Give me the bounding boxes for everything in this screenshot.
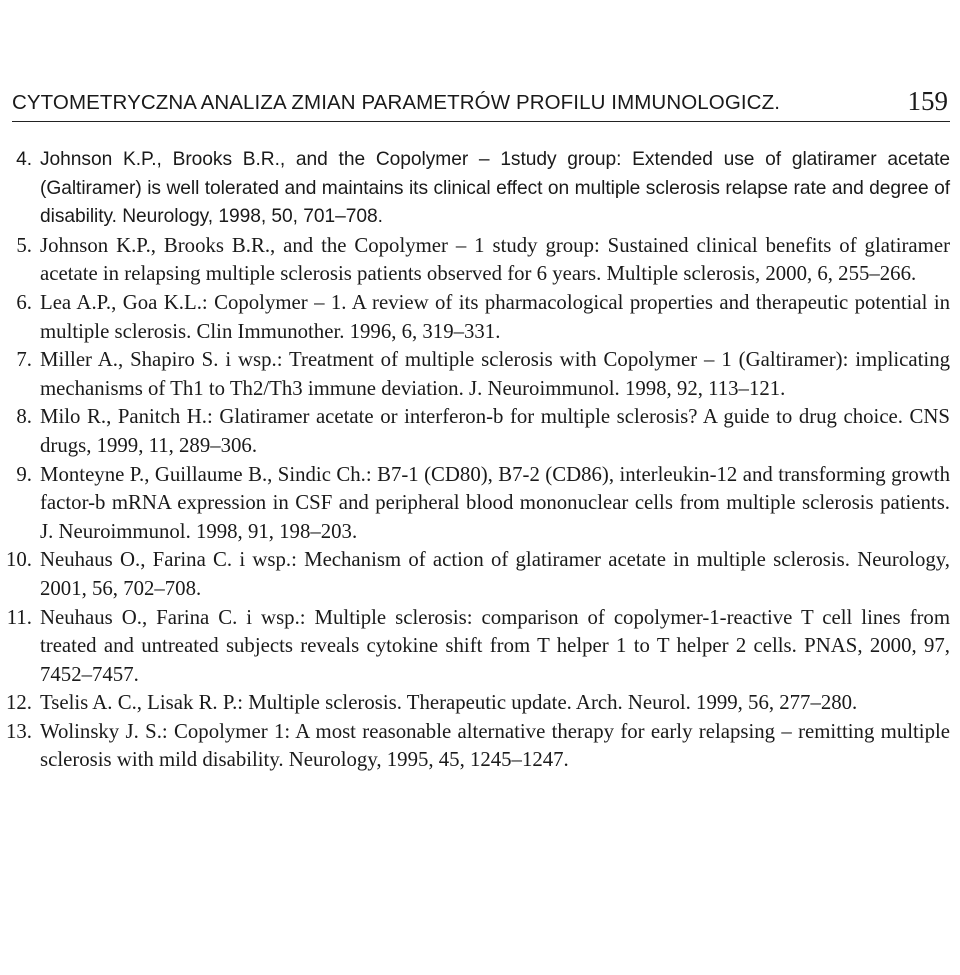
reference-item [0, 232, 960, 289]
reference-number: 5. [16, 233, 32, 257]
reference-text: Johnson K.P., Brooks B.R., and the Copolymer – 1study group: Extended use of glatiramer acetate (Galtiramer) is well tolerated and maintains its clinical effect on multiple sclerosis relapse rate and degree of disability. Neurology, 1998, 50, 701–708. [40, 149, 950, 228]
page-number: 159 [907, 86, 948, 116]
reference-number: 12. [6, 691, 32, 715]
reference-number: 6. [16, 290, 32, 314]
reference-text: Johnson K.P., Brooks B.R., and the Copolymer – 1 study group: Sustained clinical benefits of glatiramer acetate in relapsing multiple sclerosis patients observed for 6 years. Multiple sclerosis, 2000, 6, 255–266. [40, 233, 950, 286]
reference-number: 4. [16, 149, 32, 170]
reference-item [0, 604, 960, 690]
reference-text: Monteyne P., Guillaume B., Sindic Ch.: B7-1 (CD80), B7-2 (CD86), interleukin-12 and transforming growth factor-b mRNA expression in CSF and peripheral blood mononuclear cells from multiple sclerosis patients. J. Neuroimmunol. 1998, 91, 198–203. [40, 462, 950, 543]
reference-item [0, 346, 960, 403]
reference-item [0, 289, 960, 346]
reference-item [0, 146, 960, 232]
reference-item [0, 718, 960, 775]
reference-text: Lea A.P., Goa K.L.: Copolymer – 1. A review of its pharmacological properties and therapeutic potential in multiple sclerosis. Clin Immunother. 1996, 6, 319–331. [40, 290, 950, 343]
reference-item [0, 403, 960, 460]
reference-number: 7. [16, 348, 32, 372]
reference-text: Neuhaus O., Farina C. i wsp.: Mechanism of action of glatiramer acetate in multiple sclerosis. Neurology, 2001, 56, 702–708. [40, 548, 950, 600]
reference-text: Tselis A. C., Lisak R. P.: Multiple sclerosis. Therapeutic update. Arch. Neurol. 1999, 56, 277–280. [40, 691, 858, 715]
running-header [12, 74, 950, 122]
reference-number: 8. [16, 405, 32, 429]
reference-text: Miller A., Shapiro S. i wsp.: Treatment of multiple sclerosis with Copolymer – 1 (Galtiramer): implicating mechanisms of Th1 to Th2/Th3 immune deviation. J. Neuroimmunol. 1998, 92, 113–121. [40, 348, 950, 400]
reference-number: 13. [6, 719, 32, 743]
reference-number: 10. [6, 548, 32, 572]
running-title: CYTOMETRYCZNA ANALIZA ZMIAN PARAMETRÓW PROFILU IMMUNOLOGICZ. [12, 91, 780, 114]
reference-number: 11. [6, 605, 32, 629]
reference-text: Wolinsky J. S.: Copolymer 1: A most reasonable alternative therapy for early relapsing – remitting multiple sclerosis with mild disability. Neurology, 1995, 45, 1245–1247. [40, 719, 950, 772]
reference-item [0, 461, 960, 547]
reference-item [0, 546, 960, 603]
reference-text: Neuhaus O., Farina C. i wsp.: Multiple sclerosis: comparison of copolymer-1-reactive T cell lines from treated and untreated subjects reveals cytokine shift from T helper 1 to T helper 2 cells. PNAS, 2000, 97, 7452–7457. [40, 605, 950, 686]
reference-number: 9. [16, 462, 32, 486]
reference-item [0, 689, 960, 718]
reference-list [0, 146, 960, 775]
reference-text: Milo R., Panitch H.: Glatiramer acetate or interferon-b for multiple sclerosis? A guide to drug choice. CNS drugs, 1999, 11, 289–306. [40, 405, 950, 457]
